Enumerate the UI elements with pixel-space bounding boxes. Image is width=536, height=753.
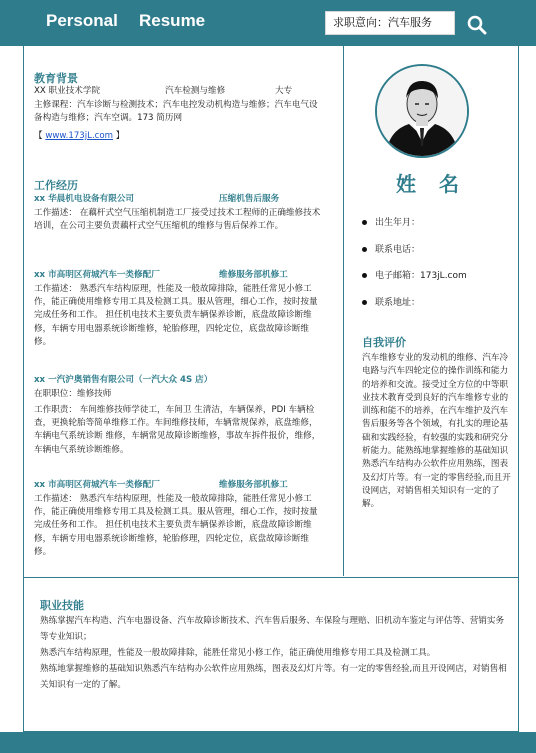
avatar <box>375 64 469 158</box>
footer-bar <box>0 732 536 753</box>
brand-resume: Resume <box>139 11 206 30</box>
info-label: 出生年月： <box>375 218 421 228</box>
evaluation-text: 汽车维修专业的发动机的维修、汽车冷电路与汽车四轮定位的操作训练和能力的培养和交流。接受过全方位的中等职业技术教育受到良好的汽车维修专业的训练和能不的培养，在汽车维护及汽车售后服务等各个领域，有扎实的理论基础和实践经验，有较强的实践和研究分析能力。能熟练地掌握维修的基础知识熟悉汽车结构办公软件应用熟练，图表及幻灯片等。有一定的零售经验,而且开设网店，对销售相关知识有一定的了解。 <box>362 353 511 510</box>
job-company: xx 华晨机电设备有限公司 <box>34 194 135 204</box>
section-divider <box>23 577 519 578</box>
job-position: 压缩机售后服务 <box>219 194 280 204</box>
education-heading: 教育背景 <box>34 72 78 85</box>
education-major: 汽车检测与维修 <box>165 86 226 96</box>
skill-item: 熟练地掌握维修的基础知识熟悉汽车结构办公软件应用熟练，图表及幻灯片等。有一定的零售经验,而且开设网店，对销售相关知识有一定的了解。 <box>40 664 507 690</box>
search-icon[interactable] <box>466 14 488 36</box>
info-label: 联系地址： <box>375 298 421 308</box>
job-company: xx 市高明区荷城汽车一类修配厂 <box>34 480 160 490</box>
skill-item: 熟悉汽车结构原理，性能及一般故障排除，能胜任常见小修工作，能正确使用维修专用工具及检测工具。 <box>40 648 436 658</box>
bullet-icon <box>362 247 367 252</box>
brand-personal: Personal <box>46 11 118 30</box>
info-phone <box>362 242 420 255</box>
info-address <box>362 295 420 308</box>
bullet-icon <box>362 220 367 225</box>
job-position-line: 在职职位：维修技师 <box>34 389 112 399</box>
job-description: 工作描述： 在藕杆式空气压缩机制造工厂接受过技术工程师的正确维修技术培训，在公司主要负责藕杆式空气压缩机的维修与售后保养工作。 <box>34 208 321 232</box>
job-company: xx 一汽沪奥销售有限公司（一汽大众 4S 店） <box>34 375 213 385</box>
search-input[interactable]: 求职意向：汽车服务 <box>325 11 455 35</box>
job-position: 维修服务部机修工 <box>219 480 288 490</box>
job-company: xx 市高明区荷城汽车一类修配厂 <box>34 270 160 280</box>
work-heading: 工作经历 <box>34 179 78 192</box>
bullet-icon <box>362 300 367 305</box>
person-name: 姓 名 <box>396 172 467 196</box>
education-school: XX 职业技术学院 <box>34 86 101 96</box>
job-position: 维修服务部机修工 <box>219 270 288 280</box>
education-link-row <box>34 130 124 143</box>
job-description: 工作职责： 车间维修技师学徒工，车间卫 生清洁，车辆保养，PDI 车辆检查，更换轮胎等简单维修工作。车间维修技师，车辆常规保养，底盘维修，车辆电气系统诊断 维修，车辆常见故障诊断维修，事故车拆件报价，维修，车辆电气系统诊断维修。 <box>34 405 321 455</box>
education-degree: 大专 <box>275 86 293 96</box>
info-birth <box>362 215 420 228</box>
skills-heading: 职业技能 <box>40 599 84 612</box>
website-link[interactable]: www.173jL.com <box>45 131 114 141</box>
job-description: 工作描述： 熟悉汽车结构原理，性能及一般故障排除，能胜任常见小修工作，能正确使用维修专用工具及检测工具。服从管理，细心工作，按时按量完成任务和工作。 担任机电技术主要负责车辆保养诊断，底盘故障诊断维修，车辆专用电器系统诊断维修，轮胎修理，四轮定位，底盘故障诊断维修。 <box>34 284 318 347</box>
education-courses: 主修课程：汽车诊断与检测技术；汽车电控发动机构造与维修；汽车电气设备构造与维修；汽车空调。173 简历网 <box>34 100 318 124</box>
skill-item: 熟练掌握汽车构造、汽车电器设备、汽车故障诊断技术、汽车售后服务、车保险与理赔、旧机动车鉴定与评估等、营销实务等专业知识； <box>40 616 505 642</box>
bullet-icon <box>362 273 367 278</box>
job-description: 工作描述： 熟悉汽车结构原理，性能及一般故障排除，能胜任常见小修工作，能正确使用维修专用工具及检测工具。服从管理，细心工作，按时按量完成任务和工作。 担任机电技术主要负责车辆保养诊断，底盘故障诊断维修，车辆专用电器系统诊断维修，轮胎修理，四轮定位，底盘故障诊断维修。 <box>34 494 318 557</box>
bracket-open: 【 <box>34 131 43 141</box>
info-label: 联系电话： <box>375 245 421 255</box>
bracket-close: 】 <box>115 131 125 141</box>
evaluation-heading: 自我评价 <box>362 336 406 349</box>
skills-list <box>40 613 510 693</box>
column-divider <box>343 46 344 576</box>
info-label: 电子邮箱：173jL.com <box>375 271 467 281</box>
info-email <box>362 268 467 281</box>
